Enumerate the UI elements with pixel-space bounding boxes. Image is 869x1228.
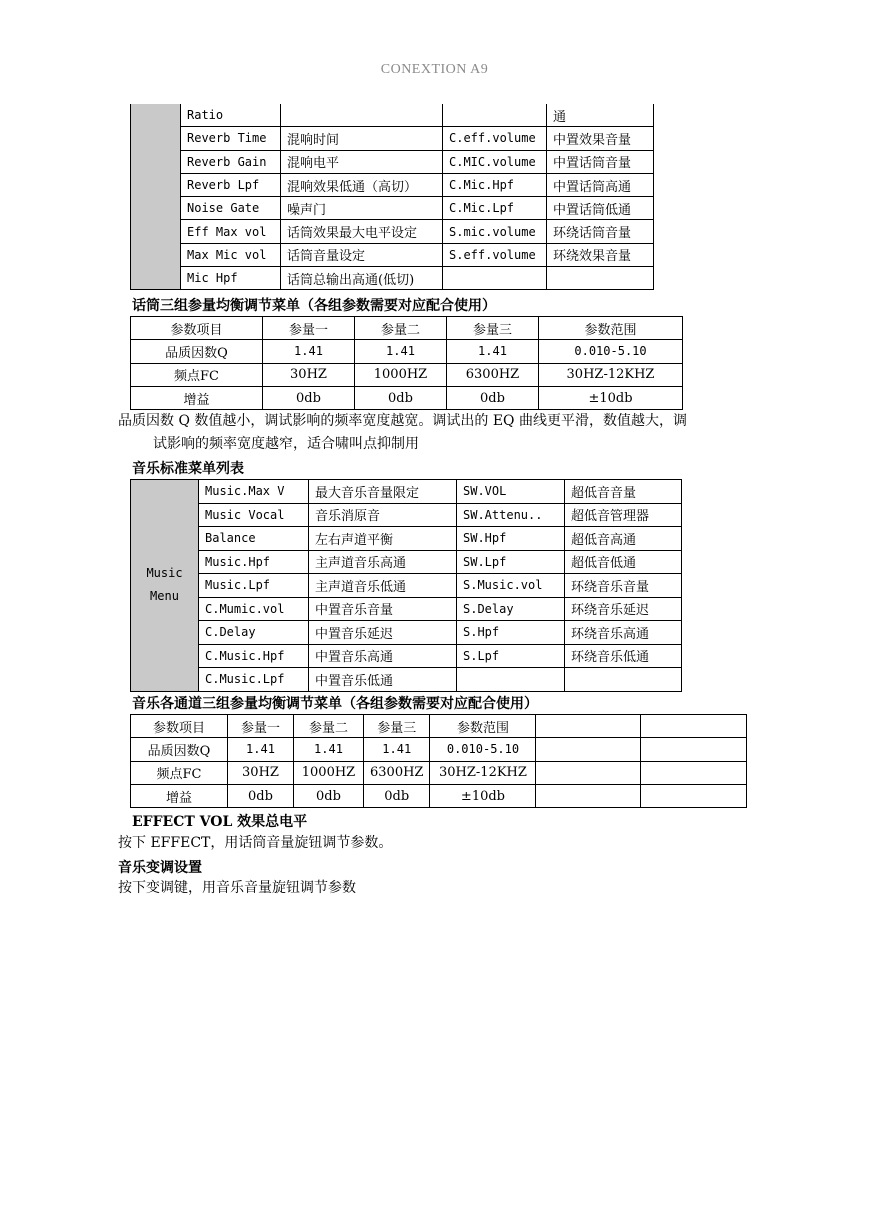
table-cell: 1.41	[228, 738, 294, 761]
table-cell: 环绕话筒音量	[547, 220, 654, 243]
table-header: 参量二	[355, 317, 447, 340]
table-header: 参数项目	[131, 715, 228, 738]
table-row	[131, 761, 747, 784]
table-row	[131, 243, 654, 266]
table-cell	[641, 761, 747, 784]
music-menu-label-line: Menu	[150, 589, 179, 604]
table-cell: 话筒音量设定	[281, 243, 443, 266]
table-cell: SW.Lpf	[457, 550, 565, 574]
table-row	[131, 574, 682, 598]
table-cell: S.Delay	[457, 597, 565, 621]
table-header: 参数项目	[131, 317, 263, 340]
table-cell	[281, 104, 443, 127]
music-menu-label-line: Music	[146, 566, 183, 581]
table-header: 参数范围	[430, 715, 536, 738]
table-cell: Reverb Time	[181, 127, 281, 150]
table-cell: 环绕音乐延迟	[565, 597, 682, 621]
pitch-text: 按下变调键，用音乐音量旋钮调节参数	[118, 880, 356, 896]
table-header	[536, 715, 641, 738]
table-cell	[536, 784, 641, 807]
music-menu-table	[130, 479, 682, 692]
table-row	[131, 220, 654, 243]
table-header	[641, 715, 747, 738]
table-cell: 0.010-5.10	[430, 738, 536, 761]
table-cell	[536, 761, 641, 784]
table-cell: ±10db	[430, 784, 536, 807]
table-cell: 30HZ-12KHZ	[539, 363, 683, 386]
table-row	[131, 668, 682, 692]
table-cell: 混响时间	[281, 127, 443, 150]
table-cell: 中置音乐音量	[309, 597, 457, 621]
music-eq-title: 音乐各通道三组参量均衡调节菜单（各组参数需要对应配合使用）	[132, 696, 538, 712]
table-cell: C.Mic.Lpf	[443, 197, 547, 220]
table-cell: 品质因数Q	[131, 340, 263, 363]
table-row	[131, 527, 682, 551]
table-cell: 6300HZ	[447, 363, 539, 386]
table-cell: C.MIC.volume	[443, 150, 547, 173]
table-cell: 6300HZ	[364, 761, 430, 784]
table-row	[131, 267, 654, 290]
table-header-row	[131, 715, 747, 738]
table-cell: C.eff.volume	[443, 127, 547, 150]
table-cell	[536, 738, 641, 761]
table-cell: 30HZ	[228, 761, 294, 784]
table-cell: Mic Hpf	[181, 267, 281, 290]
table-header: 参量一	[228, 715, 294, 738]
table-cell: Music.Lpf	[199, 574, 309, 598]
table-cell: 0db	[263, 386, 355, 409]
table-header-row	[131, 317, 683, 340]
table-cell: 左右声道平衡	[309, 527, 457, 551]
table-cell: 超低音音量	[565, 480, 682, 504]
table-cell: S.mic.volume	[443, 220, 547, 243]
table-cell: SW.Attenu..	[457, 503, 565, 527]
table-cell: 音乐消原音	[309, 503, 457, 527]
table-cell: 0db	[294, 784, 364, 807]
table-cell: 品质因数Q	[131, 738, 228, 761]
effect-vol-title: EFFECT VOL 效果总电平	[132, 814, 308, 830]
table-cell: 中置效果音量	[547, 127, 654, 150]
table-header: 参量二	[294, 715, 364, 738]
table-cell: 混响电平	[281, 150, 443, 173]
table-cell: S.Hpf	[457, 621, 565, 645]
table-cell: 30HZ-12KHZ	[430, 761, 536, 784]
table-cell: 通	[547, 104, 654, 127]
q-note-line-1: 品质因数 Q 数值越小，调试影响的频率宽度越宽。调试出的 EQ 曲线更平滑，数值越大，调	[118, 413, 687, 429]
table-cell: Reverb Gain	[181, 150, 281, 173]
table-row	[131, 503, 682, 527]
table-row	[131, 644, 682, 668]
table-cell: 环绕音乐音量	[565, 574, 682, 598]
table-header: 参量一	[263, 317, 355, 340]
table-cell: C.Mumic.vol	[199, 597, 309, 621]
table-row	[131, 386, 683, 409]
table-row	[131, 621, 682, 645]
table-cell: 1.41	[364, 738, 430, 761]
table-cell: 1.41	[294, 738, 364, 761]
table-cell: 中置音乐延迟	[309, 621, 457, 645]
table-cell: Max Mic vol	[181, 243, 281, 266]
effect-vol-text: 按下 EFFECT，用话筒音量旋钮调节参数。	[118, 835, 393, 851]
table-cell	[547, 267, 654, 290]
table-cell: 中置音乐低通	[309, 668, 457, 692]
table-cell: 混响效果低通（高切）	[281, 173, 443, 196]
table-cell	[641, 738, 747, 761]
mic-eq-title: 话筒三组参量均衡调节菜单（各组参数需要对应配合使用）	[132, 298, 496, 314]
table-cell: 噪声门	[281, 197, 443, 220]
table-cell: Eff Max vol	[181, 220, 281, 243]
table-cell: S.Lpf	[457, 644, 565, 668]
mic-menu-table	[130, 104, 654, 290]
table-cell: SW.Hpf	[457, 527, 565, 551]
pitch-title: 音乐变调设置	[118, 860, 202, 876]
table-cell: 环绕音乐低通	[565, 644, 682, 668]
table-cell: 1.41	[263, 340, 355, 363]
table-cell: C.Mic.Hpf	[443, 173, 547, 196]
table-cell: Balance	[199, 527, 309, 551]
table-cell: 30HZ	[263, 363, 355, 386]
table-row	[131, 150, 654, 173]
table-cell: 增益	[131, 784, 228, 807]
table-cell: Reverb Lpf	[181, 173, 281, 196]
table-cell: 超低音管理器	[565, 503, 682, 527]
table-cell: 中置话筒音量	[547, 150, 654, 173]
table-row	[131, 173, 654, 196]
table-cell: 话筒总输出高通(低切)	[281, 267, 443, 290]
table-cell: 频点FC	[131, 761, 228, 784]
music-eq-table	[130, 714, 747, 808]
table-cell: 1.41	[447, 340, 539, 363]
table-cell: 1.41	[355, 340, 447, 363]
table-cell: 0db	[447, 386, 539, 409]
table-cell: 1000HZ	[294, 761, 364, 784]
table-cell: S.eff.volume	[443, 243, 547, 266]
table-cell: Noise Gate	[181, 197, 281, 220]
table-cell: 最大音乐音量限定	[309, 480, 457, 504]
music-menu-title: 音乐标准菜单列表	[132, 461, 244, 477]
table-cell: 频点FC	[131, 363, 263, 386]
table-cell: C.Music.Hpf	[199, 644, 309, 668]
table-cell: C.Music.Lpf	[199, 668, 309, 692]
table-cell: 中置音乐高通	[309, 644, 457, 668]
table-row	[131, 127, 654, 150]
mic-menu-label-cell	[131, 104, 181, 290]
table-row	[131, 480, 682, 504]
table-row	[131, 550, 682, 574]
table-cell	[443, 104, 547, 127]
table-cell: 超低音高通	[565, 527, 682, 551]
table-row	[131, 597, 682, 621]
table-cell: 中置话筒高通	[547, 173, 654, 196]
mic-eq-table	[130, 316, 683, 410]
table-cell: 环绕效果音量	[547, 243, 654, 266]
table-row	[131, 738, 747, 761]
table-cell: Music.Max V	[199, 480, 309, 504]
table-cell: 主声道音乐低通	[309, 574, 457, 598]
table-header: 参数范围	[539, 317, 683, 340]
table-cell: Music Vocal	[199, 503, 309, 527]
music-menu-label-cell	[131, 480, 199, 692]
table-row	[131, 363, 683, 386]
table-cell: C.Delay	[199, 621, 309, 645]
table-cell: 超低音低通	[565, 550, 682, 574]
table-cell	[457, 668, 565, 692]
table-cell: 0db	[364, 784, 430, 807]
table-cell: S.Music.vol	[457, 574, 565, 598]
table-row	[131, 104, 654, 127]
table-cell: SW.VOL	[457, 480, 565, 504]
table-cell: Ratio	[181, 104, 281, 127]
table-row	[131, 784, 747, 807]
table-cell: 中置话筒低通	[547, 197, 654, 220]
table-cell: Music.Hpf	[199, 550, 309, 574]
table-cell: 1000HZ	[355, 363, 447, 386]
table-header: 参量三	[364, 715, 430, 738]
table-cell: 环绕音乐高通	[565, 621, 682, 645]
q-note-line-2: 试影响的频率宽度越窄，适合啸叫点抑制用	[153, 436, 419, 452]
page-header: CONEXTION A9	[380, 62, 489, 77]
table-header: 参量三	[447, 317, 539, 340]
table-cell: 0.010-5.10	[539, 340, 683, 363]
table-cell: 0db	[355, 386, 447, 409]
table-row	[131, 197, 654, 220]
table-cell	[565, 668, 682, 692]
table-cell	[641, 784, 747, 807]
table-cell: 增益	[131, 386, 263, 409]
table-cell	[443, 267, 547, 290]
table-cell: 主声道音乐高通	[309, 550, 457, 574]
table-cell: 0db	[228, 784, 294, 807]
table-row	[131, 340, 683, 363]
mic-menu-body	[131, 104, 654, 290]
table-cell: ±10db	[539, 386, 683, 409]
table-cell: 话筒效果最大电平设定	[281, 220, 443, 243]
